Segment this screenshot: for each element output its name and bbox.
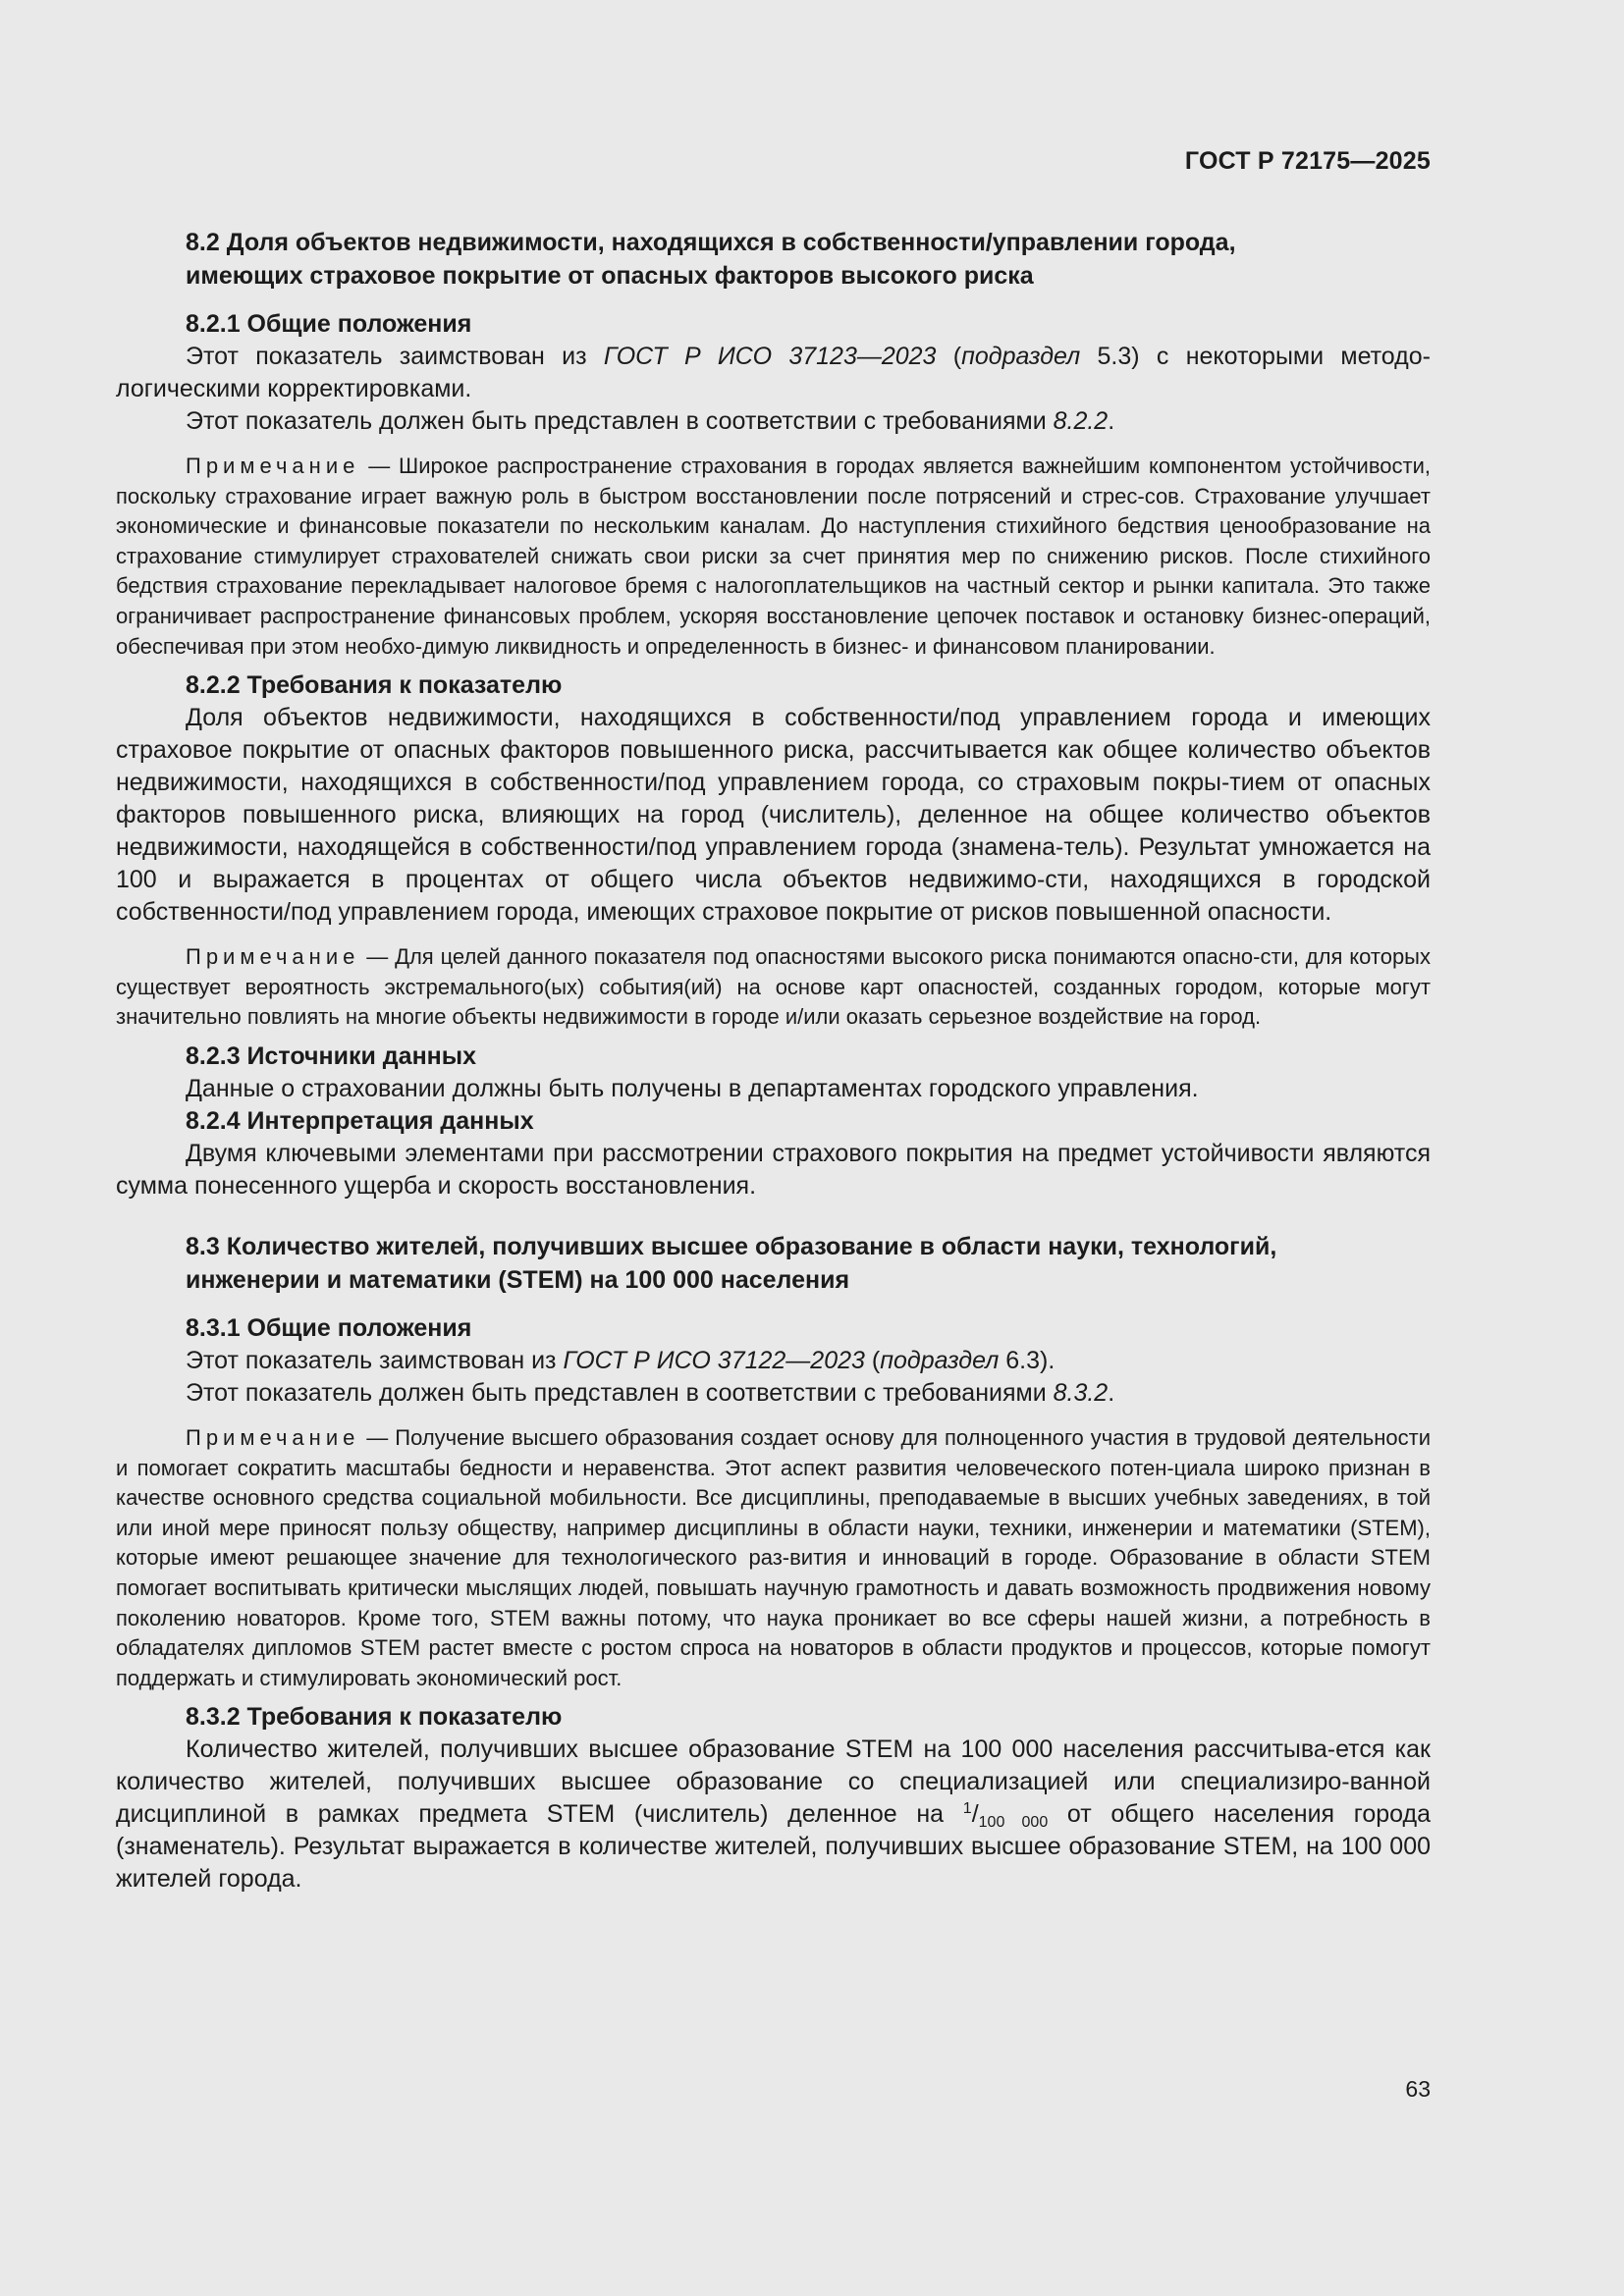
text: ( <box>936 343 962 370</box>
subsection-word: подраздел <box>961 343 1081 370</box>
section-8-3-2-paragraph-1 <box>116 1734 1431 1896</box>
section-8-2-title <box>116 226 1431 293</box>
section-8-2-1-paragraph-1 <box>116 341 1431 405</box>
section-8-3-1-note <box>116 1423 1431 1693</box>
section-8-3-2-title: 8.3.2 Требования к показателю <box>186 1703 563 1732</box>
subsection-word: подраздел <box>880 1346 1000 1374</box>
text: . <box>1108 1378 1115 1407</box>
text: Количество жителей, получивших высшее образование STEM на 100 000 населения рассчитыва-ется как количество жителей, получивших высшее образование со специализацией или специализиро-ванной дисциплиной в рамках предмета STEM (числитель) деленное на <box>116 1735 1431 1829</box>
section-8-2-2-title: 8.2.2 Требования к показателю <box>186 671 563 700</box>
text: 6.3). <box>999 1346 1056 1374</box>
section-8-3-1-paragraph-1 <box>116 1345 1431 1377</box>
section-8-2-1-note <box>116 452 1431 662</box>
clause-reference: 8.2.2 <box>1053 407 1109 435</box>
text: от общего населения города (знаменатель). Результат выражается в количестве жителей, получивших высшее образование STEM, на 100 000 жителей города. <box>116 1800 1432 1894</box>
section-8-3-title-line1: 8.3 Количество жителей, получивших высшее образование в области науки, технологий, <box>186 1232 1277 1260</box>
note-label: Примечание <box>186 944 360 970</box>
section-8-2-1-paragraph-2 <box>116 405 1431 438</box>
text: Этот показатель должен быть представлен в соответствии с требованиями <box>186 407 1054 435</box>
text: . <box>1108 407 1115 435</box>
section-8-3-1-paragraph-2 <box>116 1377 1431 1410</box>
document-body <box>116 226 1431 1896</box>
section-8-2-1-title: 8.2.1 Общие положения <box>186 310 472 338</box>
text: Этот показатель должен быть представлен в соответствии с требованиями <box>186 1378 1054 1407</box>
section-8-2-title-line1: 8.2 Доля объектов недвижимости, находящихся в собственности/управлении города, <box>186 229 1236 256</box>
standard-reference: ГОСТ Р ИСО 37123—2023 <box>603 343 937 370</box>
section-8-2-4-title: 8.2.4 Интерпретация данных <box>186 1106 534 1135</box>
section-8-2-2-note <box>116 942 1431 1033</box>
note-label: Примечание <box>186 1424 360 1450</box>
note-text: — Для целей данного показателя под опасностями высокого риска понимаются опасно-сти, для которых существует вероятность экстремального(ых) события(ий) на основе карт опасностей, созданных городом, которые могут значительно повлиять на многие объекты недвижимости в городе и/или оказать серьезное воздействие на город. <box>116 944 1431 1030</box>
section-8-2-3-title: 8.2.3 Источники данных <box>186 1041 477 1070</box>
standard-reference: ГОСТ Р ИСО 37122—2023 <box>563 1346 865 1374</box>
note-label: Примечание <box>186 454 360 478</box>
section-8-2-3-paragraph-1: Данные о страховании должны быть получены в департаментах городского управления. <box>186 1074 1199 1102</box>
section-8-3-title-line2: инженерии и математики (STEM) на 100 000 населения <box>186 1265 850 1294</box>
page-number: 63 <box>1405 2076 1431 2102</box>
text: Этот показатель заимствован из <box>186 343 604 370</box>
clause-reference: 8.3.2 <box>1053 1378 1109 1407</box>
fraction-denominator: 100 000 <box>978 1814 1049 1832</box>
section-8-3-title <box>116 1230 1431 1297</box>
section-8-2-title-line2: имеющих страховое покрытие от опасных факторов высокого риска <box>186 262 1034 290</box>
fraction-slash: / <box>971 1800 979 1829</box>
text: Этот показатель заимствован из <box>186 1346 564 1374</box>
section-8-2-2-paragraph-1: Доля объектов недвижимости, находящихся в собственности/под управлением города и имеющих страховое покрытие от опасных факторов повышенного риска, рассчитывается как общее количество объектов недвижимости, находящихся в собственности/под управлением города, со страховым покры-тием от опасных факторов повышенного риска, влияющих на город (числитель), деленное на общее количество объектов недвижимости, находящейся в собственности/под управлением города (знамена-тель). Результат умножается на 100 и выражается в процентах от общего числа объектов недвижимо-сти, находящихся в городской собственности/под управлением города, имеющих страховое покрытие от рисков повышенной опасности. <box>116 704 1431 927</box>
note-text: — Широкое распространение страхования в городах является важнейшим компонентом устойчивости, поскольку страхование играет важную роль в быстром восстановлении после потрясений и стрес-сов. Страхование улучшает экономические и финансовые показатели по нескольким каналам. До наступления стихийного бедствия ценообразование на страхование стимулирует страхователей снижать свои риски за счет принятия мер по снижению рисков. После стихийного бедствия страхование перекладывает налоговое бремя с налогоплательщиков на частный сектор и рынки капитала. Это также ограничивает распространение финансовых проблем, ускоряя восстановление цепочек поставок и остановку бизнес-операций, обеспечивая при этом необхо-димую ликвидность и определенность в бизнес- и финансовом планировании. <box>116 454 1431 659</box>
text: ( <box>864 1346 881 1374</box>
note-text: — Получение высшего образования создает основу для полноценного участия в трудовой деятельности и помогает сократить масштабы бедности и неравенства. Этот аспект развития человеческого потен-циала широко признан в качестве основного средства социальной мобильности. Все дисциплины, преподаваемые в высших учебных заведениях, в той или иной мере приносят пользу обществу, например дисциплины в области науки, техники, инженерии и математики (STEM), которые имеют решающее значение для технологического раз-вития и инноваций в городе. Образование в области STEM помогает воспитывать критически мыслящих людей, повышать научную грамотность и давать возможность продвижения новому поколению новаторов. Кроме того, STEM важны потому, что наука проникает во все сферы нашей жизни, а потребность в обладателях дипломов STEM растет вместе с ростом спроса на новаторов в области продуктов и процессов, которые помогут поддержать и стимулировать экономический рост. <box>116 1424 1431 1690</box>
text: 5.3) с некоторыми методо-логическими корректировками. <box>116 343 1431 402</box>
document-header: ГОСТ Р 72175—2025 <box>1184 147 1431 175</box>
section-8-2-4-paragraph-1: Двумя ключевыми элементами при рассмотрении страхового покрытия на предмет устойчивости являются сумма понесенного ущерба и скорость восстановления. <box>116 1139 1431 1200</box>
section-8-3-1-title: 8.3.1 Общие положения <box>186 1313 472 1342</box>
fraction-numerator: 1 <box>962 1800 972 1818</box>
